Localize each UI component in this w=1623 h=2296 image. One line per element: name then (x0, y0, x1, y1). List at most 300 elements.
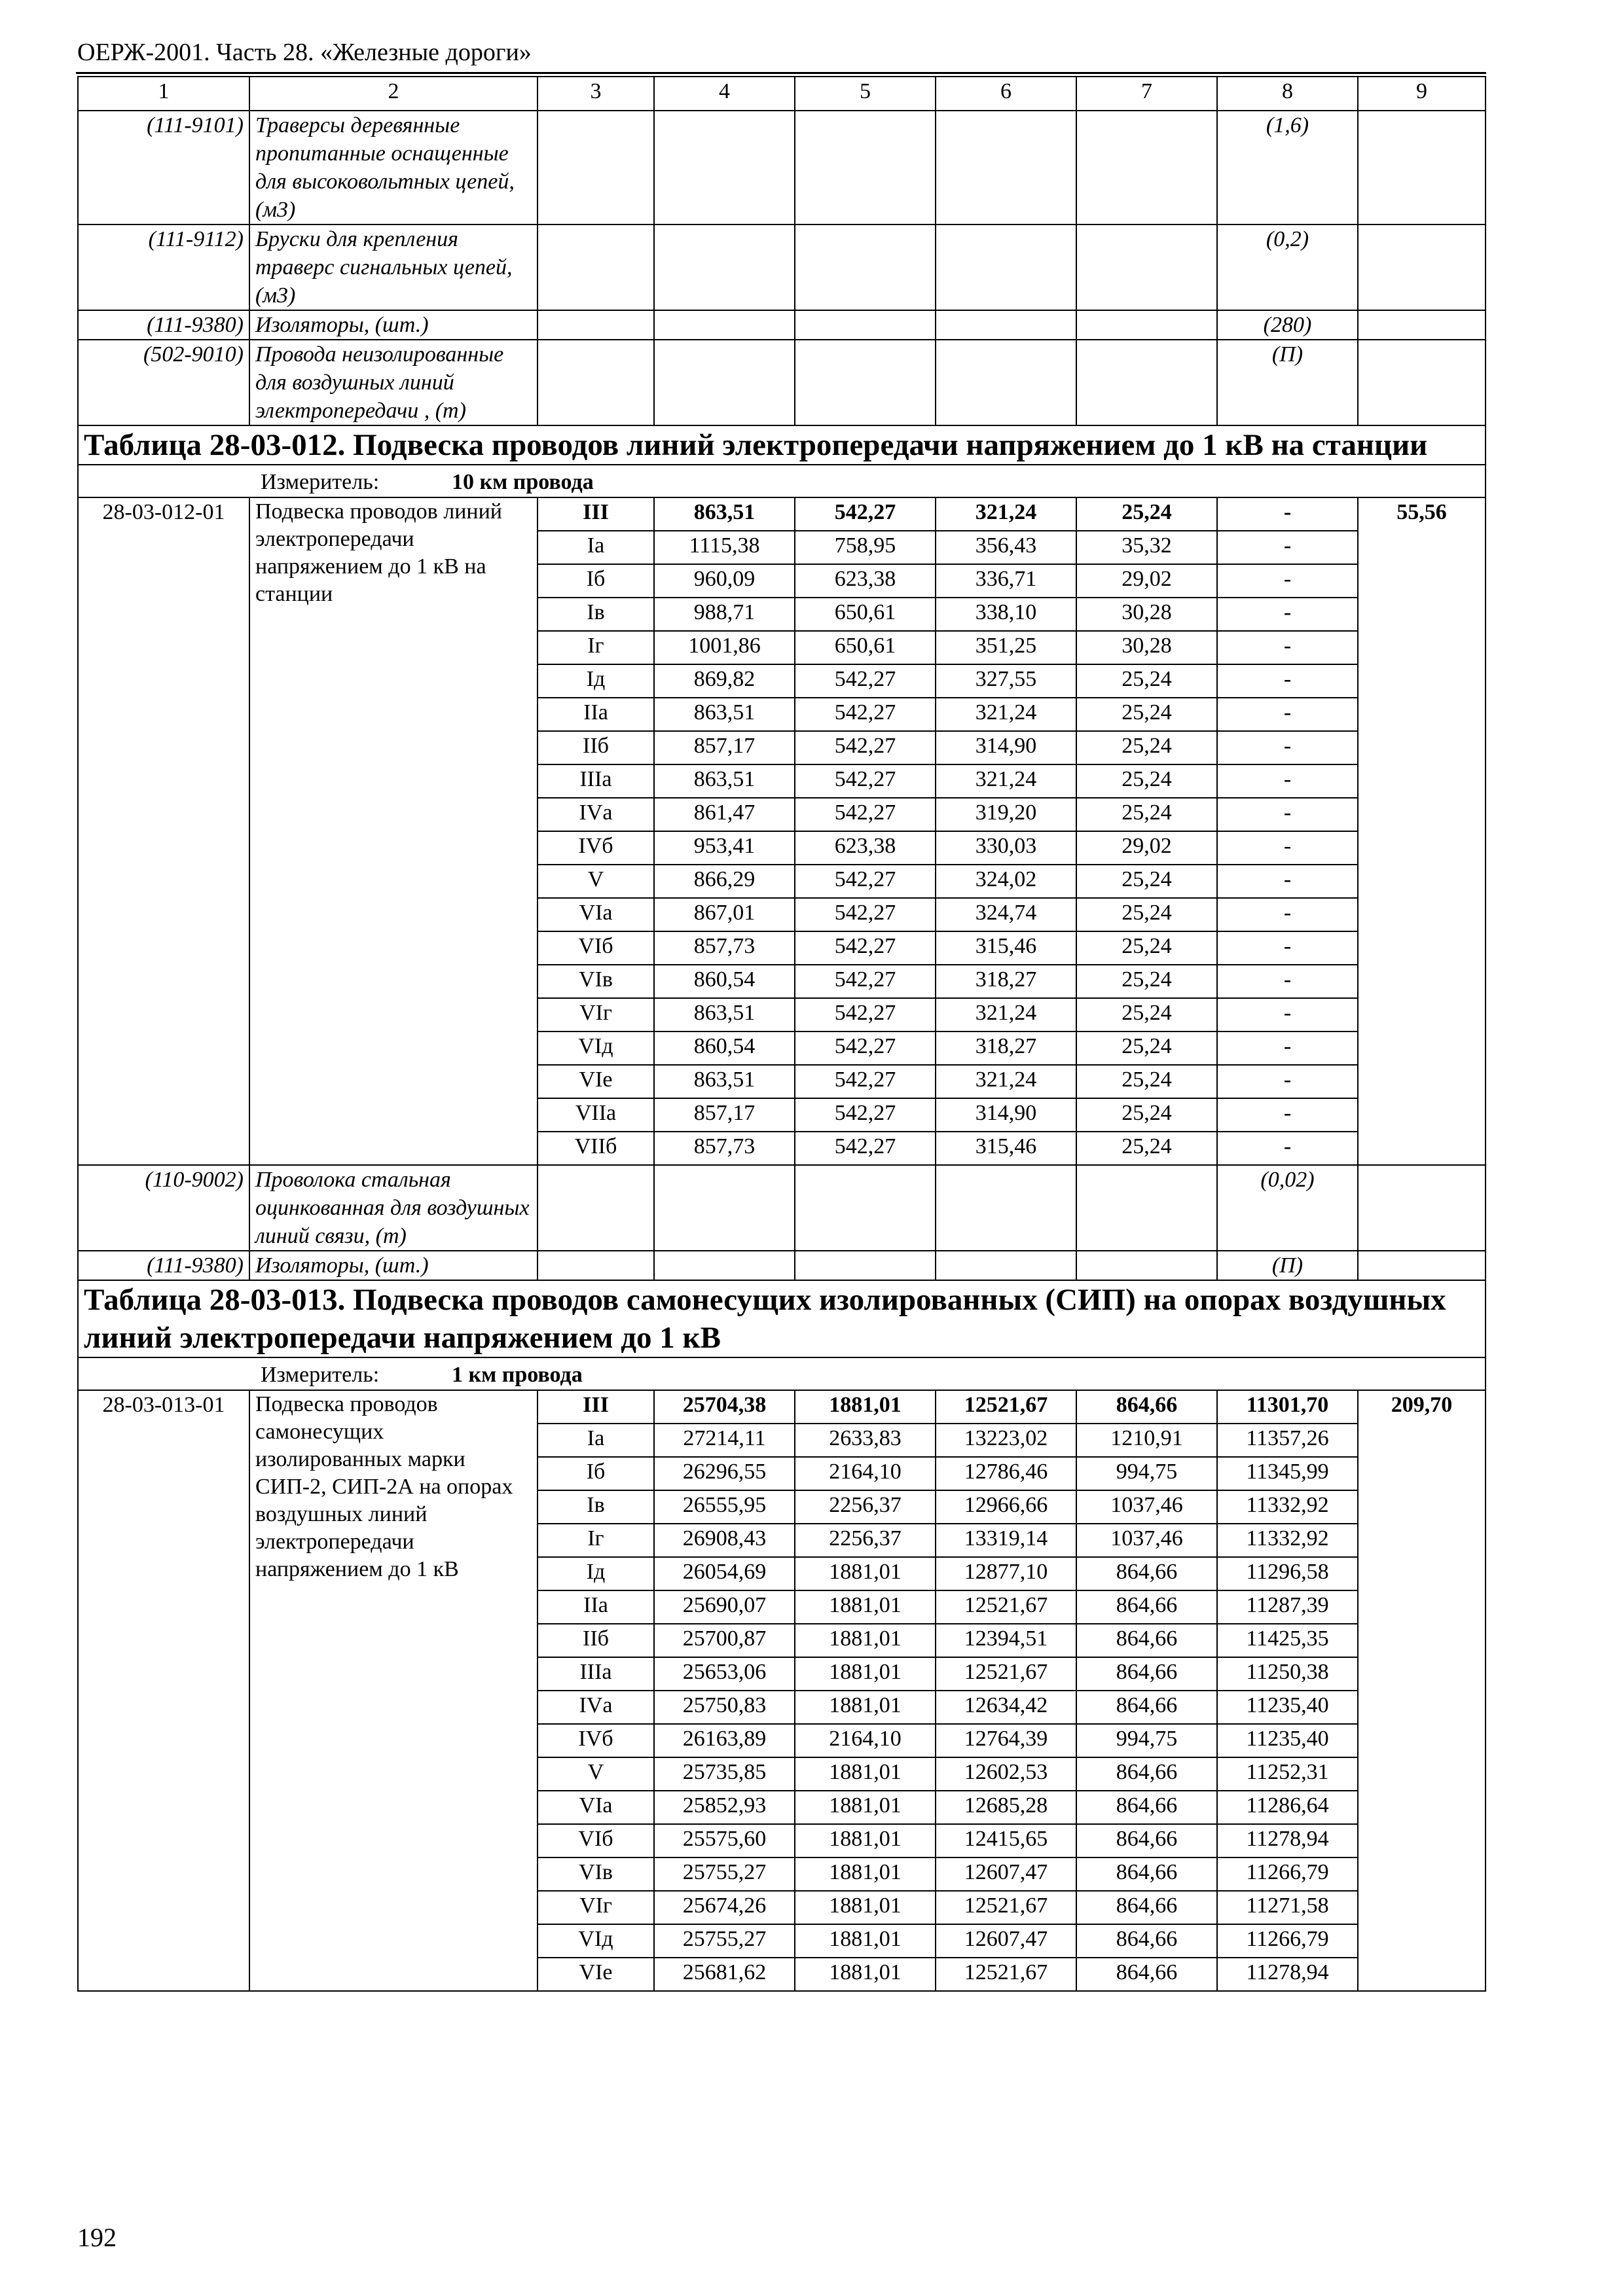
resource-name: Изоляторы, (шт.) (249, 1251, 538, 1280)
resource-code: (111-9112) (78, 224, 249, 310)
value-c8: - (1217, 764, 1358, 798)
value-c4: 25681,62 (654, 1958, 795, 1991)
value-c7: 30,28 (1076, 598, 1217, 631)
value-c7: 1037,46 (1076, 1490, 1217, 1524)
value-c4: 1001,86 (654, 631, 795, 664)
value-c6: 321,24 (936, 698, 1076, 731)
empty-cell (654, 1251, 795, 1280)
value-c6: 12607,47 (936, 1857, 1076, 1891)
rate-col9: 55,56 (1358, 497, 1486, 1165)
zone-cell: VIе (538, 1958, 654, 1991)
value-c5: 542,27 (795, 698, 936, 731)
value-c6: 12521,67 (936, 1891, 1076, 1924)
value-c5: 1881,01 (795, 1557, 936, 1590)
value-c6: 321,24 (936, 497, 1076, 531)
value-c7: 864,66 (1076, 1824, 1217, 1857)
value-c7: 864,66 (1076, 1958, 1217, 1991)
value-c7: 864,66 (1076, 1657, 1217, 1691)
value-c4: 25653,06 (654, 1657, 795, 1691)
value-c6: 12786,46 (936, 1457, 1076, 1490)
value-c8: 11252,31 (1217, 1757, 1358, 1791)
column-number: 6 (936, 77, 1076, 111)
value-c5: 1881,01 (795, 1924, 936, 1958)
value-c7: 864,66 (1076, 1791, 1217, 1824)
value-c4: 863,51 (654, 1065, 795, 1098)
resource-code: (111-9380) (78, 310, 249, 340)
value-c4: 25674,26 (654, 1891, 795, 1924)
table-title-row (78, 425, 1486, 465)
value-c4: 857,73 (654, 931, 795, 965)
resource-code: (110-9002) (78, 1165, 249, 1251)
value-c5: 542,27 (795, 731, 936, 764)
measure (84, 465, 1480, 497)
empty-cell (538, 1165, 654, 1251)
value-c8: - (1217, 531, 1358, 564)
zone-cell: VIб (538, 1824, 654, 1857)
value-c7: 864,66 (1076, 1624, 1217, 1657)
zone-cell: IIIа (538, 1657, 654, 1691)
value-c5: 542,27 (795, 865, 936, 898)
value-c6: 321,24 (936, 764, 1076, 798)
value-c8: 11266,79 (1217, 1924, 1358, 1958)
value-c4: 861,47 (654, 798, 795, 831)
value-c8: 11357,26 (1217, 1424, 1358, 1457)
value-c4: 863,51 (654, 998, 795, 1031)
resource-row (78, 1251, 1486, 1280)
empty-cell (1358, 1165, 1486, 1251)
value-c4: 860,54 (654, 1031, 795, 1065)
zone-cell: VIIа (538, 1098, 654, 1132)
value-c5: 542,27 (795, 1065, 936, 1098)
zone-cell: IVа (538, 1691, 654, 1724)
empty-cell (795, 1165, 936, 1251)
page-number: 192 (77, 2223, 117, 2252)
value-c5: 1881,01 (795, 1824, 936, 1857)
resource-quantity: (П) (1217, 1251, 1358, 1280)
value-c5: 1881,01 (795, 1757, 936, 1791)
zone-cell: III (538, 1390, 654, 1424)
empty-cell (1358, 340, 1486, 425)
resource-code: (111-9101) (78, 111, 249, 224)
value-c6: 324,74 (936, 898, 1076, 931)
value-c6: 315,46 (936, 931, 1076, 965)
value-c7: 25,24 (1076, 798, 1217, 831)
value-c7: 25,24 (1076, 698, 1217, 731)
measure-value: 1 км провода (452, 1363, 583, 1387)
value-c5: 650,61 (795, 598, 936, 631)
zone-cell: VIб (538, 931, 654, 965)
zone-cell: IIа (538, 1590, 654, 1624)
column-number: 5 (795, 77, 936, 111)
zone-cell: Iб (538, 1457, 654, 1490)
value-c8: - (1217, 1065, 1358, 1098)
zone-cell: VIд (538, 1031, 654, 1065)
empty-cell (936, 1165, 1076, 1251)
value-c6: 319,20 (936, 798, 1076, 831)
value-c6: 12602,53 (936, 1757, 1076, 1791)
resource-quantity: (280) (1217, 310, 1358, 340)
value-c6: 314,90 (936, 731, 1076, 764)
value-c4: 869,82 (654, 664, 795, 698)
zone-cell: Iа (538, 531, 654, 564)
zone-cell: IVа (538, 798, 654, 831)
zone-cell: Iа (538, 1424, 654, 1457)
value-c6: 321,24 (936, 1065, 1076, 1098)
value-c6: 324,02 (936, 865, 1076, 898)
value-c7: 25,24 (1076, 731, 1217, 764)
value-c5: 1881,01 (795, 1624, 936, 1657)
zone-cell: VIг (538, 1891, 654, 1924)
zone-cell: IIIа (538, 764, 654, 798)
zone-cell: VIд (538, 1924, 654, 1958)
value-c8: - (1217, 998, 1358, 1031)
value-c8: - (1217, 731, 1358, 764)
header-rule (76, 72, 1486, 74)
resource-row (78, 340, 1486, 425)
zone-cell: IIб (538, 1624, 654, 1657)
value-c7: 864,66 (1076, 1924, 1217, 1958)
value-c5: 542,27 (795, 497, 936, 531)
measure-cell (78, 465, 1486, 497)
empty-cell (936, 111, 1076, 224)
value-c6: 13319,14 (936, 1524, 1076, 1557)
value-c4: 863,51 (654, 764, 795, 798)
zone-cell: Iд (538, 664, 654, 698)
rate-code: 28-03-013-01 (78, 1390, 249, 1991)
value-c5: 542,27 (795, 965, 936, 998)
column-number: 3 (538, 77, 654, 111)
value-c8: - (1217, 1132, 1358, 1165)
value-c8: - (1217, 965, 1358, 998)
value-c4: 953,41 (654, 831, 795, 865)
empty-cell (538, 111, 654, 224)
value-c6: 12521,67 (936, 1590, 1076, 1624)
value-c4: 26908,43 (654, 1524, 795, 1557)
resource-row (78, 1165, 1486, 1251)
value-c7: 864,66 (1076, 1691, 1217, 1724)
value-c8: 11345,99 (1217, 1457, 1358, 1490)
value-c7: 864,66 (1076, 1590, 1217, 1624)
zone-cell: III (538, 497, 654, 531)
resource-row (78, 111, 1486, 224)
measure-label: Измеритель: (261, 1363, 380, 1387)
value-c6: 13223,02 (936, 1424, 1076, 1457)
rate-col9: 209,70 (1358, 1390, 1486, 1991)
value-c5: 1881,01 (795, 1657, 936, 1691)
value-c8: 11332,92 (1217, 1524, 1358, 1557)
value-c6: 318,27 (936, 1031, 1076, 1065)
value-c5: 650,61 (795, 631, 936, 664)
value-c5: 623,38 (795, 564, 936, 598)
value-c6: 12415,65 (936, 1824, 1076, 1857)
value-c5: 1881,01 (795, 1390, 936, 1424)
value-c7: 25,24 (1076, 898, 1217, 931)
column-number: 9 (1358, 77, 1486, 111)
value-c7: 25,24 (1076, 1132, 1217, 1165)
empty-cell (936, 224, 1076, 310)
value-c8: 11235,40 (1217, 1724, 1358, 1757)
value-c7: 25,24 (1076, 931, 1217, 965)
zone-cell: Iб (538, 564, 654, 598)
value-c8: 11301,70 (1217, 1390, 1358, 1424)
value-c6: 318,27 (936, 965, 1076, 998)
empty-cell (1358, 224, 1486, 310)
value-c7: 1037,46 (1076, 1524, 1217, 1557)
empty-cell (1076, 1251, 1217, 1280)
value-c7: 864,66 (1076, 1390, 1217, 1424)
value-c5: 542,27 (795, 898, 936, 931)
empty-cell (538, 1251, 654, 1280)
value-c6: 321,24 (936, 998, 1076, 1031)
value-c7: 25,24 (1076, 865, 1217, 898)
value-c5: 2256,37 (795, 1524, 936, 1557)
value-c4: 960,09 (654, 564, 795, 598)
empty-cell (795, 310, 936, 340)
empty-cell (1076, 310, 1217, 340)
value-c8: - (1217, 598, 1358, 631)
value-c4: 867,01 (654, 898, 795, 931)
value-c6: 12634,42 (936, 1691, 1076, 1724)
resource-name: Провода неизолированные для воздушных линий электропередачи , (т) (249, 340, 538, 425)
resource-name: Проволока стальная оцинкованная для воздушных линий связи, (т) (249, 1165, 538, 1251)
value-c5: 542,27 (795, 1031, 936, 1065)
empty-cell (538, 310, 654, 340)
empty-cell (654, 111, 795, 224)
zone-cell: IIб (538, 731, 654, 764)
empty-cell (1358, 111, 1486, 224)
measure-row (78, 465, 1486, 497)
value-c6: 356,43 (936, 531, 1076, 564)
value-c6: 327,55 (936, 664, 1076, 698)
value-c4: 25575,60 (654, 1824, 795, 1857)
zone-cell: VIв (538, 965, 654, 998)
value-c6: 12685,28 (936, 1791, 1076, 1824)
value-c5: 1881,01 (795, 1691, 936, 1724)
empty-cell (795, 224, 936, 310)
resource-code: (111-9380) (78, 1251, 249, 1280)
value-c8: - (1217, 898, 1358, 931)
value-c4: 25750,83 (654, 1691, 795, 1724)
value-c8: 11425,35 (1217, 1624, 1358, 1657)
column-number: 4 (654, 77, 795, 111)
value-c4: 25755,27 (654, 1924, 795, 1958)
value-c6: 12764,39 (936, 1724, 1076, 1757)
resource-name: Изоляторы, (шт.) (249, 310, 538, 340)
value-c7: 25,24 (1076, 998, 1217, 1031)
resource-row (78, 310, 1486, 340)
value-c8: 11235,40 (1217, 1691, 1358, 1724)
value-c7: 994,75 (1076, 1457, 1217, 1490)
value-c8: - (1217, 664, 1358, 698)
value-c4: 857,17 (654, 1098, 795, 1132)
value-c6: 351,25 (936, 631, 1076, 664)
value-c7: 35,32 (1076, 531, 1217, 564)
value-c7: 25,24 (1076, 1098, 1217, 1132)
empty-cell (1076, 224, 1217, 310)
empty-cell (538, 340, 654, 425)
value-c6: 12966,66 (936, 1490, 1076, 1524)
value-c8: 11296,58 (1217, 1557, 1358, 1590)
empty-cell (1076, 1165, 1217, 1251)
resource-quantity: (1,6) (1217, 111, 1358, 224)
column-number: 7 (1076, 77, 1217, 111)
value-c4: 25690,07 (654, 1590, 795, 1624)
column-number: 1 (78, 77, 249, 111)
zone-cell: Iв (538, 598, 654, 631)
value-c5: 1881,01 (795, 1958, 936, 1991)
value-c4: 857,17 (654, 731, 795, 764)
value-c5: 1881,01 (795, 1891, 936, 1924)
empty-cell (654, 1165, 795, 1251)
empty-cell (795, 111, 936, 224)
value-c7: 30,28 (1076, 631, 1217, 664)
resource-name: Бруски для крепления траверс сигнальных цепей, (м3) (249, 224, 538, 310)
value-c4: 863,51 (654, 497, 795, 531)
value-c7: 25,24 (1076, 497, 1217, 531)
value-c5: 1881,01 (795, 1791, 936, 1824)
empty-cell (1358, 1251, 1486, 1280)
value-c4: 26054,69 (654, 1557, 795, 1590)
empty-cell (654, 340, 795, 425)
table-title-row (78, 1280, 1486, 1357)
zone-cell: V (538, 865, 654, 898)
measure (84, 1358, 1480, 1390)
rate-name: Подвеска проводов линий электропередачи напряжением до 1 кВ на станции (249, 497, 538, 1165)
empty-cell (654, 310, 795, 340)
resource-quantity: (П) (1217, 340, 1358, 425)
zone-cell: VIе (538, 1065, 654, 1098)
value-c7: 29,02 (1076, 831, 1217, 865)
value-c7: 864,66 (1076, 1557, 1217, 1590)
resource-name: Траверсы деревянные пропитанные оснащенные для высоковольтных цепей, (м3) (249, 111, 538, 224)
value-c4: 26555,95 (654, 1490, 795, 1524)
rate-name: Подвеска проводов самонесущих изолированных марки СИП-2, СИП-2А на опорах воздушных линий электропередачи напряжением до 1 кВ (249, 1390, 538, 1991)
value-c7: 1210,91 (1076, 1424, 1217, 1457)
resource-quantity: (0,02) (1217, 1165, 1358, 1251)
zone-cell: IVб (538, 1724, 654, 1757)
zone-cell: Iг (538, 1524, 654, 1557)
value-c7: 864,66 (1076, 1857, 1217, 1891)
value-c6: 315,46 (936, 1132, 1076, 1165)
empty-cell (1076, 111, 1217, 224)
value-c6: 314,90 (936, 1098, 1076, 1132)
value-c7: 25,24 (1076, 664, 1217, 698)
value-c7: 29,02 (1076, 564, 1217, 598)
value-c5: 542,27 (795, 798, 936, 831)
value-c6: 336,71 (936, 564, 1076, 598)
value-c8: - (1217, 798, 1358, 831)
value-c4: 857,73 (654, 1132, 795, 1165)
value-c5: 542,27 (795, 1098, 936, 1132)
value-c8: - (1217, 564, 1358, 598)
measure-cell (78, 1357, 1486, 1390)
measure-row (78, 1357, 1486, 1390)
value-c4: 26296,55 (654, 1457, 795, 1490)
value-c7: 25,24 (1076, 1065, 1217, 1098)
value-c5: 2164,10 (795, 1724, 936, 1757)
value-c7: 864,66 (1076, 1891, 1217, 1924)
value-c6: 338,10 (936, 598, 1076, 631)
zone-cell: Iд (538, 1557, 654, 1590)
value-c5: 2164,10 (795, 1457, 936, 1490)
column-number-row (78, 77, 1486, 111)
value-c5: 2633,83 (795, 1424, 936, 1457)
value-c5: 1881,01 (795, 1857, 936, 1891)
value-c6: 12521,67 (936, 1657, 1076, 1691)
value-c4: 25700,87 (654, 1624, 795, 1657)
value-c8: - (1217, 831, 1358, 865)
document-header: ОЕРЖ-2001. Часть 28. «Железные дороги» (77, 39, 532, 66)
value-c4: 25735,85 (654, 1757, 795, 1791)
value-c8: - (1217, 631, 1358, 664)
value-c8: 11266,79 (1217, 1857, 1358, 1891)
value-c7: 25,24 (1076, 1031, 1217, 1065)
value-c6: 12521,67 (936, 1390, 1076, 1424)
value-c8: 11287,39 (1217, 1590, 1358, 1624)
empty-cell (654, 224, 795, 310)
value-c8: 11250,38 (1217, 1657, 1358, 1691)
rates-table (77, 76, 1486, 1992)
empty-cell (795, 340, 936, 425)
zone-cell: Iг (538, 631, 654, 664)
value-c4: 25704,38 (654, 1390, 795, 1424)
value-c5: 542,27 (795, 998, 936, 1031)
value-c4: 863,51 (654, 698, 795, 731)
value-c6: 12607,47 (936, 1924, 1076, 1958)
value-c8: - (1217, 1031, 1358, 1065)
zone-cell: Iв (538, 1490, 654, 1524)
value-c4: 25852,93 (654, 1791, 795, 1824)
data-row (78, 1390, 1486, 1424)
empty-cell (936, 310, 1076, 340)
value-c4: 866,29 (654, 865, 795, 898)
zone-cell: VIIб (538, 1132, 654, 1165)
column-number: 2 (249, 77, 538, 111)
value-c8: - (1217, 698, 1358, 731)
empty-cell (936, 1251, 1076, 1280)
zone-cell: IIа (538, 698, 654, 731)
value-c8: - (1217, 497, 1358, 531)
table-title: Таблица 28-03-012. Подвеска проводов линий электропередачи напряжением до 1 кВ на станции (84, 428, 1428, 462)
value-c5: 542,27 (795, 664, 936, 698)
value-c4: 26163,89 (654, 1724, 795, 1757)
value-c8: 11271,58 (1217, 1891, 1358, 1924)
value-c7: 25,24 (1076, 764, 1217, 798)
value-c7: 864,66 (1076, 1757, 1217, 1791)
resource-row (78, 224, 1486, 310)
value-c5: 1881,01 (795, 1590, 936, 1624)
zone-cell: VIг (538, 998, 654, 1031)
value-c4: 1115,38 (654, 531, 795, 564)
measure-value: 10 км провода (452, 470, 594, 494)
zone-cell: VIа (538, 898, 654, 931)
value-c8: - (1217, 1098, 1358, 1132)
empty-cell (538, 224, 654, 310)
value-c4: 25755,27 (654, 1857, 795, 1891)
zone-cell: V (538, 1757, 654, 1791)
value-c8: 11286,64 (1217, 1791, 1358, 1824)
value-c6: 330,03 (936, 831, 1076, 865)
value-c4: 860,54 (654, 965, 795, 998)
zone-cell: IVб (538, 831, 654, 865)
empty-cell (936, 340, 1076, 425)
zone-cell: VIв (538, 1857, 654, 1891)
measure-label: Измеритель: (261, 470, 380, 494)
data-row (78, 497, 1486, 531)
empty-cell (795, 1251, 936, 1280)
value-c5: 542,27 (795, 931, 936, 965)
value-c8: - (1217, 931, 1358, 965)
